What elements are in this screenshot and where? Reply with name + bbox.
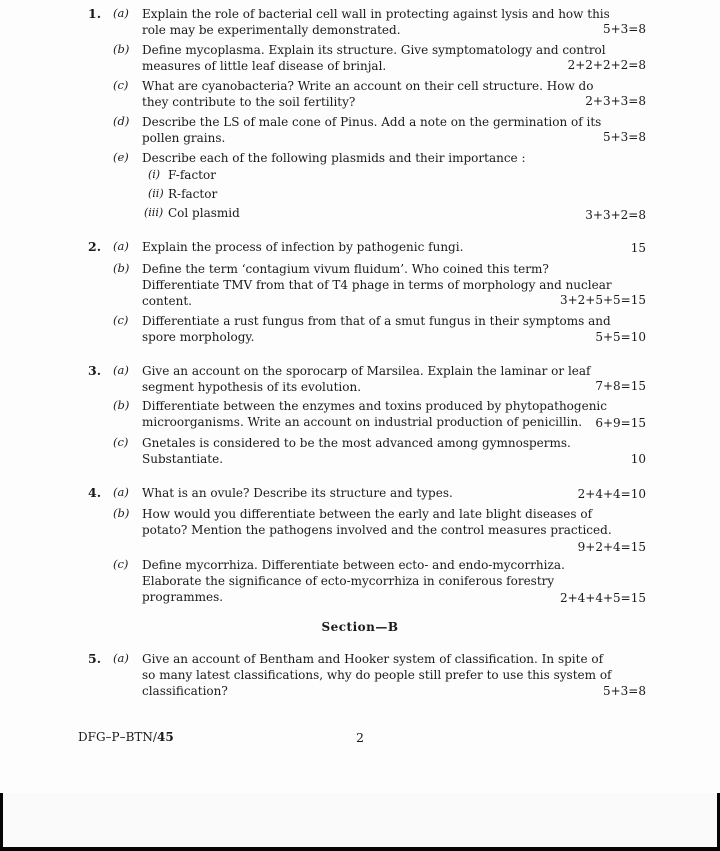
- part-text: Describe the LS of male cone of Pinus. Add a note on the germination of its pollen grains.: [142, 115, 602, 145]
- part-text: Explain the role of bacterial cell wall in protecting against lysis and how this role may be experimentally demonstrated.: [142, 7, 610, 37]
- part-marks: 2+3+3=8: [585, 94, 646, 108]
- subpart-label: (i): [148, 168, 161, 181]
- part-marks: 5+3=8: [602, 684, 646, 698]
- part-text: Define mycoplasma. Explain its structure. Give symptomatology and control measures of little leaf disease of brinjal.: [142, 43, 606, 73]
- part-text: Give an account on the sporocarp of Marsilea. Explain the laminar or leaf segment hypothesis of its evolution.: [142, 364, 591, 394]
- part-text: Define mycorrhiza. Differentiate between ecto- and endo-mycorrhiza. Elaborate the significance of ecto-mycorrhiza in coniferous forestry programmes.: [142, 558, 565, 604]
- question-number: 5.: [88, 651, 102, 666]
- part-text: Define the term ‘contagium vivum fluidum’. Who coined this term? Differentiate TMV from that of T4 phage in terms of morphology and nuclear content.: [142, 262, 612, 308]
- part-label: (b): [113, 506, 130, 520]
- part-label: (d): [113, 114, 130, 128]
- part-label: (a): [113, 651, 129, 665]
- question-number: 1.: [88, 6, 102, 21]
- part-marks: 3+2+5+5=15: [559, 293, 646, 307]
- part-text: What is an ovule? Describe its structure and types.: [142, 486, 453, 500]
- part-label: (c): [113, 435, 129, 449]
- part-label: (c): [113, 557, 129, 571]
- part-text: How would you differentiate between the early and late blight diseases of potato? Mention the pathogens involved and the control measures practiced.: [142, 507, 612, 537]
- part-label: (e): [113, 150, 129, 164]
- paper-code: [78, 730, 174, 744]
- part-marks: 5+3=8: [602, 130, 646, 144]
- part-text: Explain the process of infection by pathogenic fungi.: [142, 240, 464, 254]
- part-label: (a): [113, 485, 129, 499]
- subpart-label: (ii): [148, 187, 164, 200]
- part-marks: 7+8=15: [595, 379, 646, 393]
- section-heading: Section—B: [321, 620, 399, 634]
- part-marks: 5+3=8: [602, 22, 646, 36]
- part-label: (b): [113, 42, 130, 56]
- part-text: Gnetales is considered to be the most advanced among gymnosperms. Substantiate.: [142, 436, 571, 466]
- part-marks: 15: [630, 241, 646, 255]
- page-number: 2: [356, 730, 364, 745]
- part-marks: 10: [630, 452, 646, 466]
- part-label: (b): [113, 261, 130, 275]
- part-label: (a): [113, 363, 129, 377]
- part-label: (a): [113, 239, 129, 253]
- part-text: Differentiate between the enzymes and toxins produced by phytopathogenic microorganisms. Write an account on industrial production of penicillin.: [142, 399, 607, 429]
- part-label: (c): [113, 313, 129, 327]
- scan-paper-edge: [3, 793, 717, 847]
- part-text: Give an account of Bentham and Hooker system of classification. In spite of so many latest classifications, why do people still prefer to use this system of classification?: [142, 652, 612, 698]
- part-marks: 2+2+2+2=8: [567, 58, 646, 72]
- part-marks: 9+2+4=15: [577, 540, 646, 554]
- part-text: Describe each of the following plasmids and their importance :: [142, 151, 526, 165]
- part-label: (a): [113, 6, 129, 20]
- paper-code-number: 45: [156, 730, 174, 744]
- part-marks: 6+9=15: [595, 416, 646, 430]
- subpart-text: F-factor: [168, 168, 216, 182]
- subpart-text: Col plasmid: [168, 206, 240, 220]
- part-label: (c): [113, 78, 129, 92]
- paper-code-prefix: DFG–P–BTN/: [78, 730, 157, 744]
- question-number: 3.: [88, 363, 102, 378]
- part-label: (b): [113, 398, 130, 412]
- part-text: What are cyanobacteria? Write an account on their cell structure. How do they contribute to the soil fertility?: [142, 79, 594, 109]
- part-text: Differentiate a rust fungus from that of a smut fungus in their symptoms and spore morphology.: [142, 314, 611, 344]
- part-marks: 2+4+4=10: [577, 487, 646, 501]
- part-marks: 2+4+4+5=15: [559, 591, 646, 605]
- question-number: 4.: [88, 485, 102, 500]
- part-marks: 3+3+2=8: [585, 208, 646, 222]
- subpart-label: (iii): [144, 206, 164, 219]
- subpart-text: R-factor: [168, 187, 218, 201]
- question-number: 2.: [88, 239, 102, 254]
- part-marks: 5+5=10: [595, 330, 646, 344]
